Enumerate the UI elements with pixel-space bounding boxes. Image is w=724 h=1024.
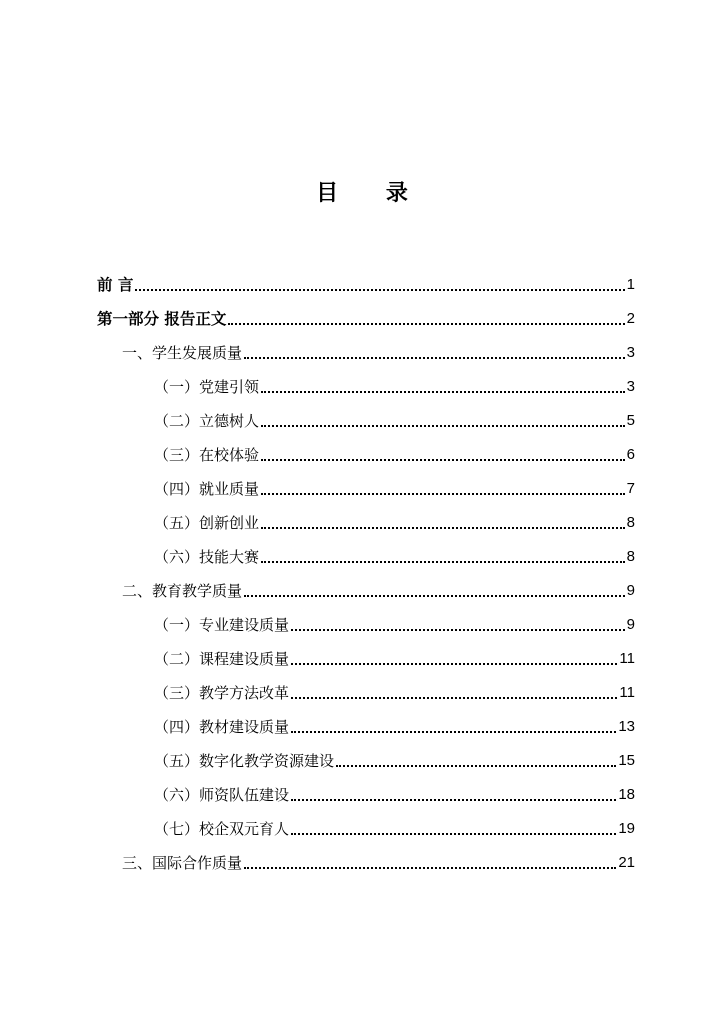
toc-entry-label: （七）校企双元育人 xyxy=(154,820,290,838)
toc-page-number: 3 xyxy=(626,378,635,395)
toc-page-number: 9 xyxy=(626,582,635,599)
toc-entry[interactable] xyxy=(154,677,635,703)
toc-entry-label: （二）课程建设质量 xyxy=(154,650,290,668)
toc-dot-leader xyxy=(291,697,617,699)
toc-page-number: 1 xyxy=(626,276,635,293)
toc-page-number: 11 xyxy=(619,650,635,667)
toc-dot-leader xyxy=(291,833,616,835)
toc-page-number: 11 xyxy=(619,684,635,701)
toc-dot-leader xyxy=(261,561,625,563)
toc-page-number: 6 xyxy=(626,446,635,463)
toc-page-number: 3 xyxy=(626,344,635,361)
toc-entry-label: 一、学生发展质量 xyxy=(122,344,243,362)
toc-entry[interactable] xyxy=(97,303,635,329)
toc-entry-label: （三）教学方法改革 xyxy=(154,684,290,702)
toc-entry-label: （五）创新创业 xyxy=(154,514,260,532)
toc-entry-label: （六）师资队伍建设 xyxy=(154,786,290,804)
toc-entry-label: （四）教材建设质量 xyxy=(154,718,290,736)
toc-dot-leader xyxy=(261,527,625,529)
toc-page-number: 13 xyxy=(618,718,635,735)
toc-dot-leader xyxy=(261,459,625,461)
toc-entry[interactable] xyxy=(154,745,635,771)
toc-dot-leader xyxy=(261,391,625,393)
toc-entry-label: （五）数字化教学资源建设 xyxy=(154,752,335,770)
toc-entry-label: （六）技能大赛 xyxy=(154,548,260,566)
toc-entry-label: （二）立德树人 xyxy=(154,412,260,430)
toc-entry[interactable] xyxy=(122,847,635,873)
toc-dot-leader xyxy=(291,663,617,665)
toc-dot-leader xyxy=(261,493,625,495)
toc-page-number: 7 xyxy=(626,480,635,497)
toc-entry-label: （三）在校体验 xyxy=(154,446,260,464)
toc-entry[interactable] xyxy=(154,371,635,397)
toc-entry[interactable] xyxy=(154,507,635,533)
toc-entry[interactable] xyxy=(154,439,635,465)
toc-entry[interactable] xyxy=(154,541,635,567)
toc-dot-leader xyxy=(291,629,625,631)
toc-dot-leader xyxy=(135,289,624,291)
page-title: 目 录 xyxy=(316,180,428,206)
toc-dot-leader xyxy=(244,867,616,869)
toc-page-number: 21 xyxy=(618,854,635,871)
toc-dot-leader xyxy=(336,765,616,767)
toc-entry[interactable] xyxy=(122,575,635,601)
toc-entry-label: （一）专业建设质量 xyxy=(154,616,290,634)
toc-entry[interactable] xyxy=(154,643,635,669)
toc-dot-leader xyxy=(291,799,616,801)
toc-dot-leader xyxy=(261,425,625,427)
toc-page-number: 5 xyxy=(626,412,635,429)
toc-entry[interactable] xyxy=(122,337,635,363)
toc-dot-leader xyxy=(244,595,625,597)
toc-dot-leader xyxy=(291,731,616,733)
toc-page-number: 19 xyxy=(618,820,635,837)
toc-page-number: 8 xyxy=(626,514,635,531)
toc-entry[interactable] xyxy=(154,405,635,431)
toc-page-number: 18 xyxy=(618,786,635,803)
toc-entry-label: 二、教育教学质量 xyxy=(122,582,243,600)
toc-entry[interactable] xyxy=(154,473,635,499)
toc-page-number: 9 xyxy=(626,616,635,633)
toc-page-number: 2 xyxy=(626,310,635,327)
toc-page-number: 15 xyxy=(618,752,635,769)
toc-dot-leader xyxy=(228,323,624,325)
toc-dot-leader xyxy=(244,357,625,359)
toc-entry-label: 第一部分 报告正文 xyxy=(97,309,227,328)
toc-page-number: 8 xyxy=(626,548,635,565)
toc-entry-label: （四）就业质量 xyxy=(154,480,260,498)
toc-entry-label: （一）党建引领 xyxy=(154,378,260,396)
toc-entry-label: 三、国际合作质量 xyxy=(122,854,243,872)
toc-entry[interactable] xyxy=(154,711,635,737)
toc-entry[interactable] xyxy=(154,813,635,839)
toc-entry-label: 前 言 xyxy=(97,275,134,294)
toc-entry[interactable] xyxy=(154,779,635,805)
toc-entry[interactable] xyxy=(154,609,635,635)
toc-entry[interactable] xyxy=(97,269,635,295)
